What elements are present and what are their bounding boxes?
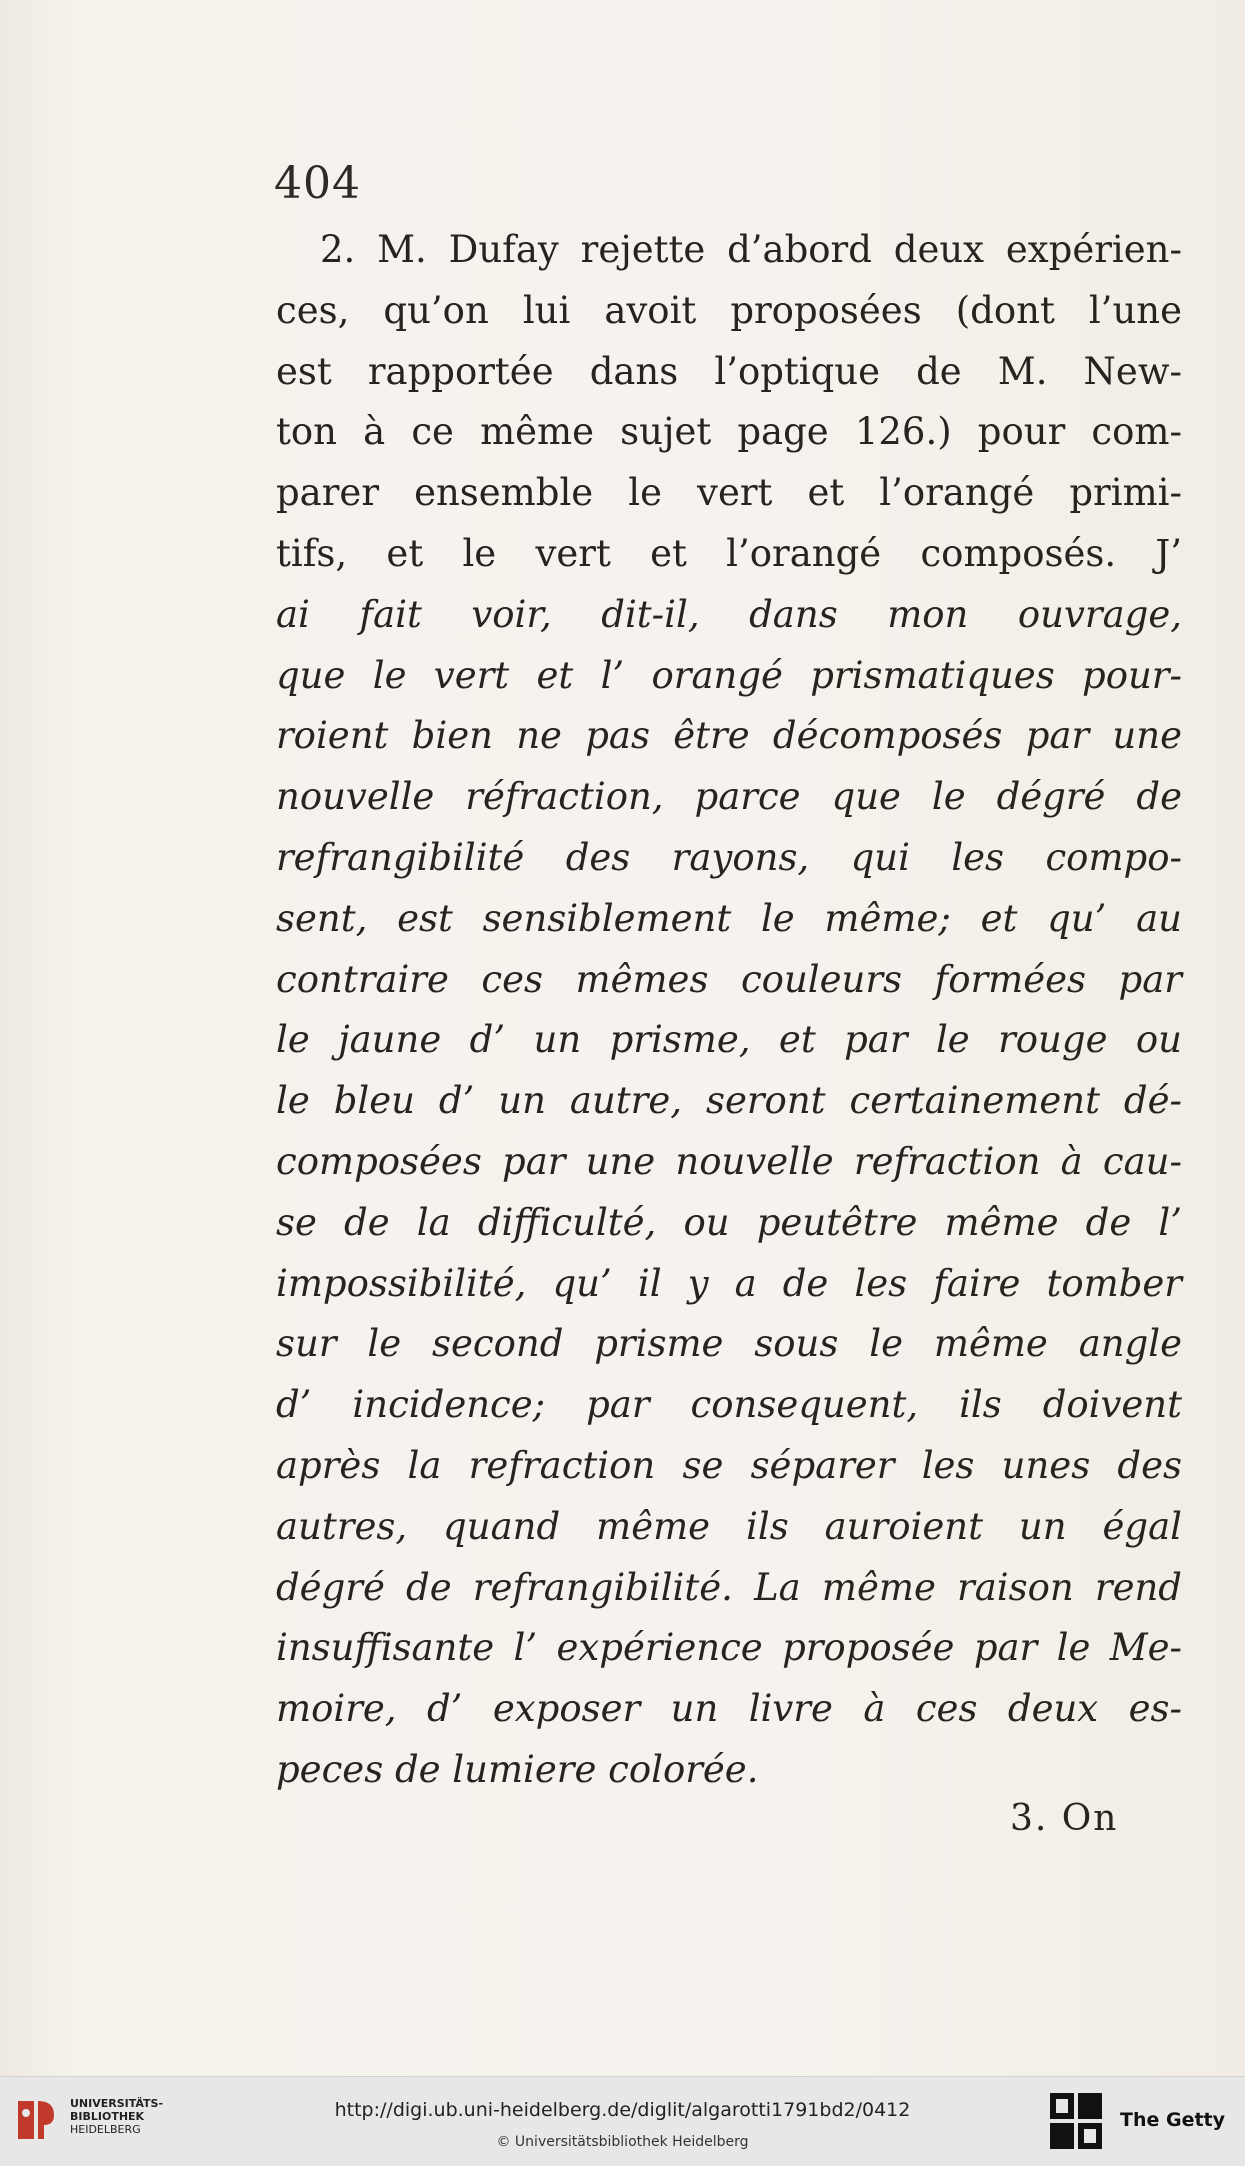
text-line: ai fait voir, dit-il, dans mon ouvrage, [276, 592, 1182, 636]
text-line: est rapportée dans l’optique de M. New- [276, 349, 1182, 393]
text-line: que le vert et l’ orangé prismatiques pour- [276, 653, 1182, 697]
ub-name-line-3: HEIDELBERG [70, 2123, 141, 2136]
text-line: nouvelle réfraction, parce que le dégré de [276, 775, 1182, 819]
text-line: 2. M. Dufay rejette d’abord deux expérien- [320, 228, 1182, 271]
text-line: dégré de refrangibilité. La même raison rend [276, 1565, 1182, 1609]
text-line: d’ incidence; par consequent, ils doivent [276, 1383, 1182, 1427]
text-line: tifs, et le vert et l’orangé composés. J’ [276, 531, 1182, 575]
text-line: parer ensemble le vert et l’orangé primi- [276, 471, 1182, 515]
text-line: sent, est sensiblement le même; et qu’ au [276, 896, 1182, 940]
text-line: refrangibilité des rayons, qui les compo- [276, 835, 1182, 879]
viewer-footer [0, 2076, 1245, 2166]
ub-name-line-2: BIBLIOTHEK [70, 2110, 145, 2123]
body-text [276, 220, 1182, 1801]
text-line: après la refraction se séparer les unes des [276, 1443, 1182, 1487]
partner-name: The Getty [1120, 2109, 1226, 2131]
text-line: le jaune d’ un prisme, et par le rouge ou [276, 1018, 1182, 1062]
text-line: ces, qu’on lui avoit proposées (dont l’une [276, 288, 1182, 332]
catchword: 3. On [1010, 1798, 1119, 1839]
text-line: ton à ce même sujet page 126.) pour com- [276, 410, 1182, 454]
page-number: 404 [274, 158, 361, 209]
text-line: impossibilité, qu’ il y a de les faire tomber [276, 1261, 1182, 1305]
text-line: composées par une nouvelle refraction à cau- [276, 1139, 1182, 1183]
text-line: contraire ces mêmes couleurs formées par [276, 957, 1182, 1001]
copyright-notice: © Universitätsbibliothek Heidelberg [496, 2134, 749, 2150]
text-line: se de la difficulté, ou peutêtre même de l’ [276, 1200, 1182, 1244]
text-line: insuffisante l’ expérience proposée par le Me- [276, 1626, 1182, 1670]
text-line: sur le second prisme sous le même angle [276, 1322, 1182, 1366]
ub-name-line-1: UNIVERSITÄTS- [70, 2097, 164, 2110]
text-line: moire, d’ exposer un livre à ces deux es- [276, 1687, 1182, 1731]
text-line: autres, quand même ils auroient un égal [276, 1504, 1182, 1548]
text-line: le bleu d’ un autre, seront certainement dé- [276, 1079, 1182, 1123]
permalink-url[interactable]: http://digi.ub.uni-heidelberg.de/diglit/algarotti1791bd2/0412 [334, 2099, 911, 2121]
getty-logo-icon [1048, 2091, 1104, 2151]
text-line: roient bien ne pas être décomposés par une [276, 714, 1182, 758]
text-line: peces de lumiere colorée. [276, 1747, 759, 1791]
